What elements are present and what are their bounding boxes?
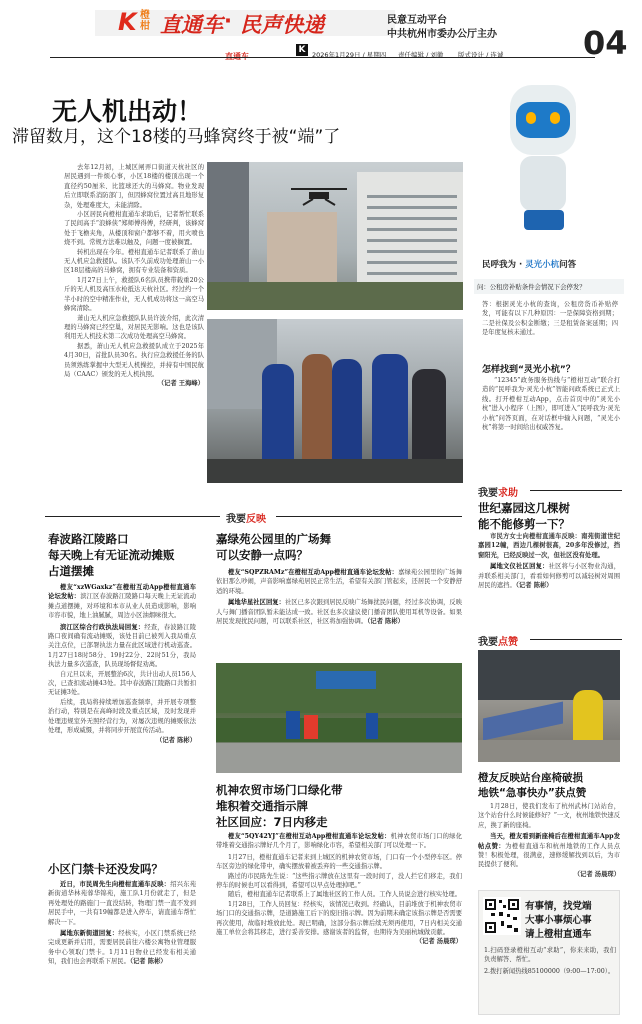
story1-body [48,583,196,745]
story4-credit: （记者 陈彬） [129,958,167,966]
story1-intro-text: 滨江区春波路江陵路口每天晚上无证流动摊点道摆摊，对环境和本市从业人员造成影响，影响市容市貌，地上油腻腻，周边小区油烟味很大。 [48,593,197,620]
issue-date: 2026年1月29日 / 星期四 [312,51,387,59]
qiuzhu-body [478,532,620,590]
story4-intro [48,880,196,927]
floor [478,740,620,762]
dianzan-credit: （记者 汤晨琛） [573,870,620,878]
dianzan-pre: 我要 [478,637,498,648]
story4-reply-lead: 属地东新街道回复： [60,930,119,938]
story4-reply-text: 经核实，小区门禁系统已经完成更新并启用，需要居民前往六楼公寓物业管理服务中心领取门禁卡。1月11日物业已经发布相关通知，我们也会再联系下居民。 [48,930,197,966]
robot-eye-right [550,112,560,124]
qr-line-1: 1.扫码登录橙柑互动“求助”，你来来助，我们负责解答、帮忙。 [484,947,616,964]
story3-body [216,832,462,947]
qr-heading-3: 请上橙柑直通车 [525,929,592,940]
person-1 [262,364,294,464]
brand-sep: · [224,9,232,33]
story3-credit: （记者 汤晨琛） [415,938,462,946]
traffic-sign-1 [286,711,300,739]
masthead-org-1: 民意互动平台 [387,15,447,26]
brand-title: 直通车 [160,13,223,37]
story3-paragraph: 1月27日，橙柑直通车记者来到上城区的机神农贸市场，门口有一个小型停车区。停车区旁边的绿化带中，确实摆放着被丢弃的一些交通指示牌。 [216,853,462,871]
story1-reply [48,623,196,670]
traffic-sign-2 [304,715,318,739]
qiuzhu-hl: 求助 [498,488,518,499]
k-logo-orange: 橙柑 [140,10,150,32]
story2-headline-1: 嘉绿苑公园里的广场舞 [216,532,331,546]
robot-howto-text: “12345”政务服务热线与“橙柑互动”联合打造的“民呼我为·灵光小杭”智能问政系统已正式上线。打开橙柑互动App，点击首页中的“灵光小杭”进入小程序（上图），即可进入“民呼我为·灵光小杭”问答页面，在对话框中输入问题，“灵光小杭”将第一时间给出权威答复。 [482,377,620,432]
masthead [0,0,642,72]
ground [207,459,463,483]
main-paragraph: 萧山无人机应急救援队队员许波介绍，此次清理的马蜂窝已经空巢，对居民无影响。这也是该队利用无人机技术第二次成功处理高空马蜂窝。 [64,314,204,341]
dianzan-body [478,802,620,879]
story3-paragraph: 随后，橙柑直通车记者联系上了属地社区的工作人员。工作人员说会进行核实处理。 [228,891,461,899]
qiuzhu-section-label [478,484,518,499]
robot-answer: 答：根据灵光小杭的查询，公租房货币补贴停发，可能有以下几种原因：一是保障资格到期；二是社保及公积金断缴；三是租赁备案延期；四是年度复核未通过。 [482,301,618,337]
qiuzhu-pre: 我要 [478,488,498,499]
story3-headline-1: 机神农贸市场门口绿化带 [216,783,343,797]
story2-reply [216,598,462,626]
person-4 [372,354,408,474]
dianzan-p2-text: 为橙柑直通车和杭州地铁的工作人员点赞！积极处理，很满意，速修缓解找到以后，为市民提供了便利。 [478,842,620,869]
story2-intro-lead: 橙友“SQPZRAMz”在橙柑互动App橙柑直通车论坛发帖： [228,569,399,576]
main-credit: （记者 王海峰） [157,380,204,388]
story2-reply-lead: 属地华星社区回复： [228,599,285,607]
rescue-team-photo [207,319,463,483]
story3-intro-lead: 橙友“5QY42YJ”在橙柑互动App橙柑直通车论坛发帖： [228,833,391,840]
building-right-windows [367,187,457,277]
story2-headline-2: 可以安静一点吗？ [216,548,308,562]
drone-icon [289,184,349,206]
main-paragraph: 去年12月初，上城区闸弄口街道天杭社区的居民遇到一件烦心事，小区18楼的楼顶出现一个直径约50厘米、比篮球还大的马蜂窝。物业发现后立即联系消防部门，但因蜂窝位置过高且地形复杂，处理难度大，未能清除。 [64,164,204,209]
person-5 [412,369,446,469]
fankui-bar-line-right [276,516,462,517]
robot-legs [524,210,564,230]
fankui-bar-line-left [45,516,220,517]
story3-intro-text: 机神农贸市场门口的绿化带堆着交通指示牌好几个月了，影响绿化市容，希望相关部门可以处理一下。 [216,833,462,850]
qiuzhu-text: 市民方女士向橙柑直通车反映：南苑街道世纪嘉园12幢，西边几棵树很高，20多年没修过，挡窗阳光，已经反映过一次，但社区没有处理。 [478,533,620,559]
story3-headline-3: 社区回应：7日内移走 [216,815,328,829]
green-belt-photo [216,663,462,773]
robot-question: 问：公租房补贴条件会情况下会停发？ [474,279,624,294]
story2-intro [216,568,462,596]
robot-visor [516,102,570,138]
qr-heading-1: 有事情，找党端 [525,901,592,912]
seat-bench [483,701,563,740]
story1-intro [48,583,196,621]
qr-heading-2: 大事小事烦心事 [525,915,592,926]
market-sign [316,671,376,689]
story1-reply-text: 经查，春波路江陵路口夜间确有流动摊贩，该处目前已被列入我局重点关注点位，已部署执法力量在此区域进行机动巡查。1月27日18时58分、19时22分、22时51分，我局执法力量多次巡查，队员现场督促劝离。 [48,623,197,669]
dianzan-hl: 点赞 [498,637,518,648]
person-2 [302,354,332,464]
story1-headline-2: 每天晚上有无证流动摊贩 [48,548,175,562]
rooftop-greenery [207,282,463,310]
qiuzhu-reply-text: 社区将与小区物业沟通，并联系相关部门，看看如何修剪可以减轻树对周围居民的遮挡。 [478,563,621,590]
page-number: 04 [583,24,628,62]
qiuzhu-reply-label: 属地文仪社区回复： [490,563,549,571]
editor-credit: 责任编辑 / 刘徽 [398,51,444,59]
dianzan-paragraph: 1月28日，使我们发布了杭州武林门站站台，这个站台什么时候能修好？”一文，杭州地铁快速反应，换了新的座椅。 [478,803,620,829]
qiuzhu-bar-line [530,490,622,491]
main-paragraph: 转机出现在今年。橙柑直通车记者联系了萧山无人机应急救援队。该队不久前成功处理萧山一小区18层楼高的马蜂窝，拥有专业装备和资质。 [64,248,204,275]
drone-photo [207,162,463,310]
person-3 [332,359,362,464]
fankui-section-label [226,510,266,525]
main-body [64,163,204,389]
story4-intro-lead: 近日，市民周先生向橙柑直通车反映： [60,881,171,888]
main-paragraph: 1月27日上午，救援队6名队员携带载重20公斤的无人机及高压水枪抵达天杭社区。经过约一个半小时的空中精准作业，无人机成功将这一高空马蜂窝清除。 [64,276,204,313]
story1-paragraph: 后续，我局将持续增加巡查频率，并开展专项整治行动，特别是在高峰时段及重点区域，及时发现并处理违规室外无照经营行为，对屡次违规的摊贩依法处理，形成威慑，并将同步开展宣传活动。 [48,698,196,735]
dianzan-headline-2: 地铁“急事快办”获点赞 [478,787,587,799]
robot-brand-suffix: 问答 [559,260,577,270]
designer-credit: 版式设计 / 连诚 [458,51,504,59]
robot-brand-prefix: 民呼我为 · [482,260,526,270]
story4-body [48,880,196,967]
dianzan-p2-lead: 当天，橙友看到新座椅后在橙柑直通车App发帖点赞： [478,833,620,850]
main-headline: 无人机出动！ [52,97,203,126]
story4-intro-text: 绍兴东苑新街道华林苑蓉华锦苑，施工队1月份就走了，但是再处理处的路施门一直没结转，物理门禁一直不发到居民手中，一共有19幢都是进入停车，请直通车帮忙解决一下。 [48,881,197,926]
qiuzhu-headline-2: 能不能修剪一下？ [478,517,570,531]
story2-intro-text: 嘉绿苑公园里的广场舞依旧那么吵闹，声音影响嘉绿苑居民正常生活，希望有关部门管起来，还居民一个安静舒适的环境。 [216,569,463,595]
story2-reply-text: 社区已多次跟到居民反映广场舞扰民问题，经过多次协调，反映人与舞门播音团队暂未能达成一致。社区也多次建议使门播音团队使用耳机等设备。如果居民发现扰民问题，可以联系社区，社区将加强协调。 [216,599,463,626]
pavement [216,743,462,773]
sub-logo [225,44,305,56]
qiuzhu-reply [478,562,620,590]
main-paragraph: 小区居民向橙柑直通车求助后，记者帮忙联系了民间高手“浪蜂侠”郑师傅得傅，经研判，该蜂窝处于飞檐夹角，从楼顶和窗户都够不着，用火喷也烧不到。常规方法难以触及，问题一度被搁置。 [64,211,204,247]
main-paragraph: 据悉，萧山无人机应急救援队成立于2025年4月30日，首批队员30名。执行应急救援任务的队员须熟练掌握中大型无人机操控，并持有中国民航局（CAAC）颁发的无人机执照。 [64,342,204,378]
dianzan-bar-line [530,639,622,640]
story1-credit: （记者 陈彬） [156,736,196,744]
qr-code-icon[interactable] [483,897,521,935]
qr-line-2: 2.拨打新闻热线85100000（9:00—17:00）。 [484,968,615,975]
building-mid [267,212,337,282]
story1-headline-1: 春波路江陵路口 [48,532,129,546]
masthead-org-2: 中共杭州市委办公厅主办 [387,29,497,40]
story1-headline-3: 占道摆摊 [48,564,94,578]
building-left [207,162,249,282]
story3-headline-2: 堆积着交通指示牌 [216,799,308,813]
fankui-hl: 反映 [246,514,266,525]
hedge [216,718,462,742]
dianzan-headline-1: 橙友反映站台座椅破损 [478,772,583,784]
robot-brand-highlight: 灵光小杭 [525,260,560,270]
qiuzhu-headline-1: 世纪嘉园这几棵树 [478,501,570,515]
k-logo-mark: K [118,8,137,36]
robot-body [520,156,566,211]
story3-paragraph: 1月28日，工作人员回复：经核实，该情况已收到。经确认，目前堆放于机神农贸市场门口的交通指示牌，是道路施工后下的废旧指示牌。因为前期未确定该指示牌是否需要再次使用，故临时堆放此处。现已明确，这部分指示牌后续无须再使用，7日内相关交通施工单位会将其移走，进行妥善安排。感谢该者的监督，也期待为美丽杭城做贡献。 [216,900,462,937]
qiuzhu-credit: （记者 陈彬） [515,582,553,590]
robot-howto-title: 怎样找到“灵光小杭”？ [482,365,575,375]
sub-logo-k-icon: K [296,44,308,56]
story3-paragraph: 路过的市民陈先生说：“这些指示牌放在这里有一段时间了，没人拦它们移走，我们停车的时候也可以看得到，希望可以早点处理掉吧。” [216,872,462,890]
fankui-pre: 我要 [226,514,246,525]
robot-eye-left [526,112,536,124]
story1-reply-lead: 滨江区综合行政执法局回复： [60,623,145,631]
story2-body [216,568,462,626]
story4-reply [48,929,196,967]
story2-credit: （记者 陈彬） [367,618,404,626]
qr-box [478,890,620,1015]
story4-headline: 小区门禁卡还没发吗？ [48,862,163,876]
dianzan-section-label [478,633,518,648]
traffic-sign-3 [366,713,378,739]
robot-brand-line [482,258,576,270]
story3-intro [216,832,462,851]
story1-paragraph: 自元旦以来，开展整治6次，共计出动人员156人次，已查扣流动摊43处。其中春波路江陵路口共暂扣无证摊3处。 [48,670,196,697]
dianzan-paragraph-2 [478,832,620,870]
metro-seat-photo [478,650,620,762]
main-subheadline: 滞留数月，这个18楼的马蜂窝终于被“端”了 [12,127,341,147]
brand-slogan: 民声快递 [240,13,324,37]
story1-intro-lead: 橙友“xzWGaxkz”在橙柑互动App橙柑直通车论坛发帖： [48,584,196,601]
robot-illustration [478,80,608,250]
